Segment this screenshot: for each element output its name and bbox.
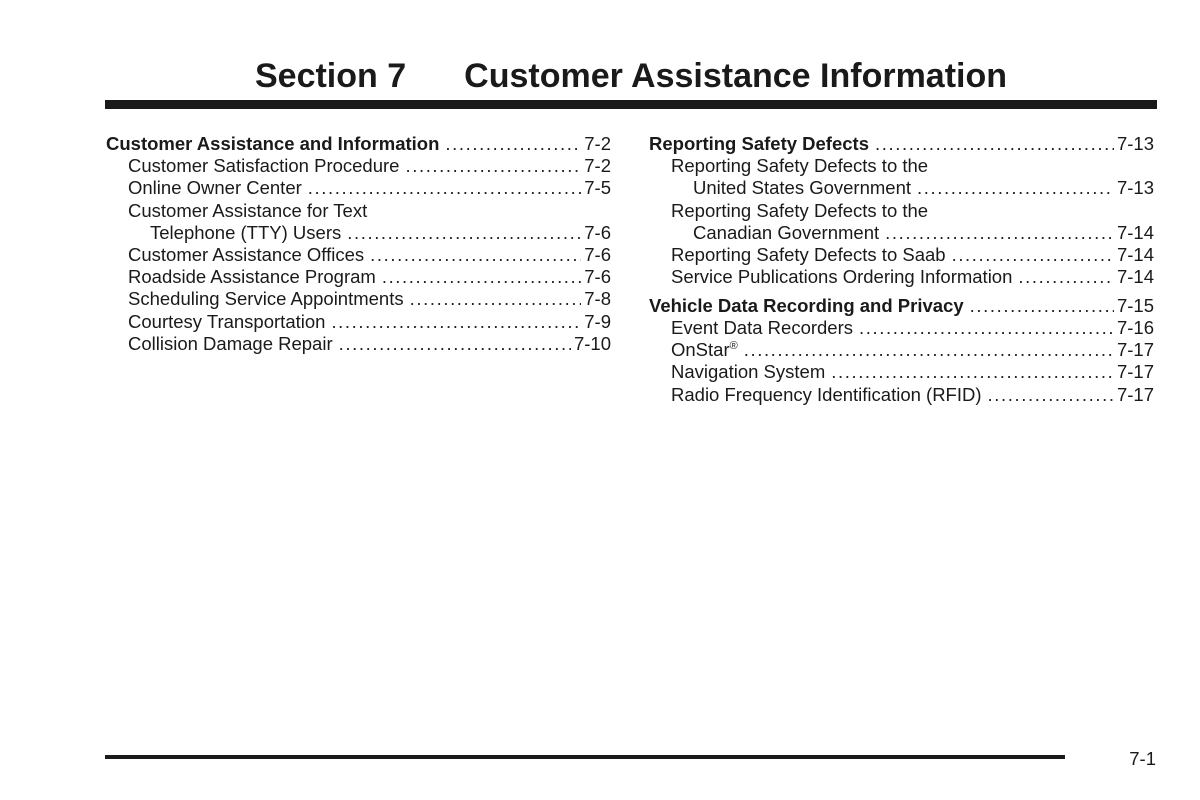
dot-leader (445, 133, 581, 155)
toc-entry-title-text: OnStar (671, 339, 730, 361)
toc-entry-page: 7-6 (584, 221, 611, 243)
toc-entry-title (128, 155, 399, 177)
toc-entry[interactable] (649, 200, 1154, 222)
toc-entry-page: 7-14 (1116, 221, 1154, 243)
toc-entry[interactable] (106, 200, 611, 222)
toc-entry-page: 7-17 (1116, 339, 1154, 361)
toc-entry-title (693, 177, 911, 199)
dot-leader (1018, 266, 1114, 288)
toc-entry-title (128, 266, 376, 288)
toc-entry-title (671, 266, 1012, 288)
toc-entry-title-text: Service Publications Ordering Information (671, 266, 1013, 288)
toc-entry-title-text: Telephone (TTY) Users (150, 221, 342, 243)
toc-entry[interactable] (106, 288, 611, 310)
toc-entry-title-text: Customer Satisfaction Procedure (128, 155, 400, 177)
toc-entry-title (671, 384, 982, 406)
toc-entry-title-text: Courtesy Transportation (128, 310, 326, 332)
toc-entry-page: 7-6 (584, 266, 611, 288)
toc-entry-title (671, 200, 928, 222)
page-number: 7-1 (1129, 748, 1156, 769)
dot-leader (410, 288, 582, 310)
dot-leader (339, 333, 571, 355)
toc-entry-page: 7-14 (1116, 266, 1154, 288)
header-rule (105, 100, 1157, 109)
toc-entry[interactable] (649, 339, 1154, 361)
dot-leader (382, 266, 581, 288)
toc-entry-title (671, 155, 928, 177)
dot-leader (831, 361, 1114, 383)
dot-leader (370, 244, 581, 266)
toc-entry-page: 7-15 (1116, 294, 1154, 316)
toc-entry[interactable] (649, 133, 1154, 155)
toc-entry[interactable] (649, 222, 1154, 244)
toc-entry[interactable] (106, 133, 611, 155)
dot-leader (988, 384, 1114, 406)
toc-entry[interactable] (106, 155, 611, 177)
toc-entry-title-text: Reporting Safety Defects to Saab (671, 243, 946, 265)
toc-entry[interactable] (106, 266, 611, 288)
toc-entry[interactable] (649, 295, 1154, 317)
toc-entry-page: 7-17 (1116, 383, 1154, 405)
toc-entry-page: 7-10 (573, 332, 611, 354)
toc-entry[interactable] (649, 266, 1154, 288)
toc-entry-title (128, 200, 367, 222)
toc-entry[interactable] (649, 244, 1154, 266)
toc-entry-title (671, 339, 738, 361)
toc-entry-title (671, 361, 825, 383)
toc-entry-page: 7-2 (584, 155, 611, 177)
toc-entry-title (128, 177, 302, 199)
toc-entry-title-text: Online Owner Center (128, 177, 302, 199)
toc-right-column (649, 133, 1154, 406)
toc-entry[interactable] (649, 384, 1154, 406)
toc-entry-page: 7-5 (584, 177, 611, 199)
toc-entry-title (106, 133, 439, 155)
toc-entry[interactable] (649, 177, 1154, 199)
dot-leader (875, 133, 1114, 155)
toc-entry-title (150, 222, 341, 244)
dot-leader (970, 295, 1114, 317)
toc-entry[interactable] (106, 333, 611, 355)
toc-entry-title-text: Radio Frequency Identification (RFID) (671, 383, 982, 405)
toc-entry-title-text: Roadside Assistance Program (128, 266, 376, 288)
toc-entry-page: 7-13 (1116, 133, 1154, 154)
toc-entry-title-text: Reporting Safety Defects (649, 133, 869, 154)
toc-entry-title-text: Customer Assistance for Text (128, 199, 368, 221)
toc-entry-page: 7-2 (584, 133, 611, 154)
toc-entry-title (649, 133, 869, 155)
toc-entry-page: 7-17 (1116, 361, 1154, 383)
toc-entry-title-text: Reporting Safety Defects to the (671, 155, 929, 177)
toc-entry-title-text: Reporting Safety Defects to the (671, 199, 929, 221)
toc-entry-title-text: Scheduling Service Appointments (128, 288, 404, 310)
toc-entry-title (693, 222, 879, 244)
toc-entry-title (128, 311, 325, 333)
toc-entry-title-text: United States Government (693, 177, 911, 199)
dot-leader (744, 339, 1114, 361)
page-title (105, 54, 1157, 98)
toc-entry-title (649, 295, 964, 317)
toc-entry[interactable] (649, 361, 1154, 383)
dot-leader (347, 222, 581, 244)
dot-leader (405, 155, 581, 177)
registered-mark: ® (729, 340, 738, 353)
toc-entry[interactable] (106, 311, 611, 333)
toc-entry-title-text: Vehicle Data Recording and Privacy (649, 294, 964, 316)
toc-entry-title-text: Customer Assistance and Information (106, 133, 440, 154)
toc-entry-title (128, 333, 333, 355)
section-label: Section 7 (254, 57, 407, 95)
toc-entry[interactable] (649, 317, 1154, 339)
dot-leader (331, 311, 581, 333)
toc-entry-page: 7-8 (584, 288, 611, 310)
toc-entry-title-text: Event Data Recorders (671, 317, 854, 338)
dot-leader (859, 317, 1114, 339)
toc-entry[interactable] (106, 222, 611, 244)
toc-entry-page: 7-6 (584, 243, 611, 265)
toc-entry-page: 7-14 (1116, 243, 1154, 265)
toc-entry-page: 7-16 (1116, 317, 1154, 338)
dot-leader (952, 244, 1114, 266)
toc-entry-title (128, 244, 364, 266)
dot-leader (885, 222, 1114, 244)
toc-entry-page: 7-9 (584, 310, 611, 332)
dot-leader (308, 177, 581, 199)
toc-entry-title (128, 288, 404, 310)
dot-leader (917, 177, 1114, 199)
section-title: Customer Assistance Information (464, 57, 1008, 95)
toc-entry-title (671, 317, 853, 339)
toc-entry-title-text: Navigation System (671, 361, 826, 383)
toc-entry[interactable] (649, 155, 1154, 177)
toc-entry[interactable] (106, 244, 611, 266)
toc-entry[interactable] (106, 177, 611, 199)
toc-entry-page: 7-13 (1116, 177, 1154, 199)
toc-left-column (106, 133, 611, 355)
toc-entry-title (671, 244, 946, 266)
toc-entry-title-text: Customer Assistance Offices (128, 243, 365, 265)
toc-entry-title-text: Collision Damage Repair (128, 332, 333, 354)
footer-rule (105, 755, 1065, 759)
toc-entry-title-text: Canadian Government (693, 221, 880, 243)
